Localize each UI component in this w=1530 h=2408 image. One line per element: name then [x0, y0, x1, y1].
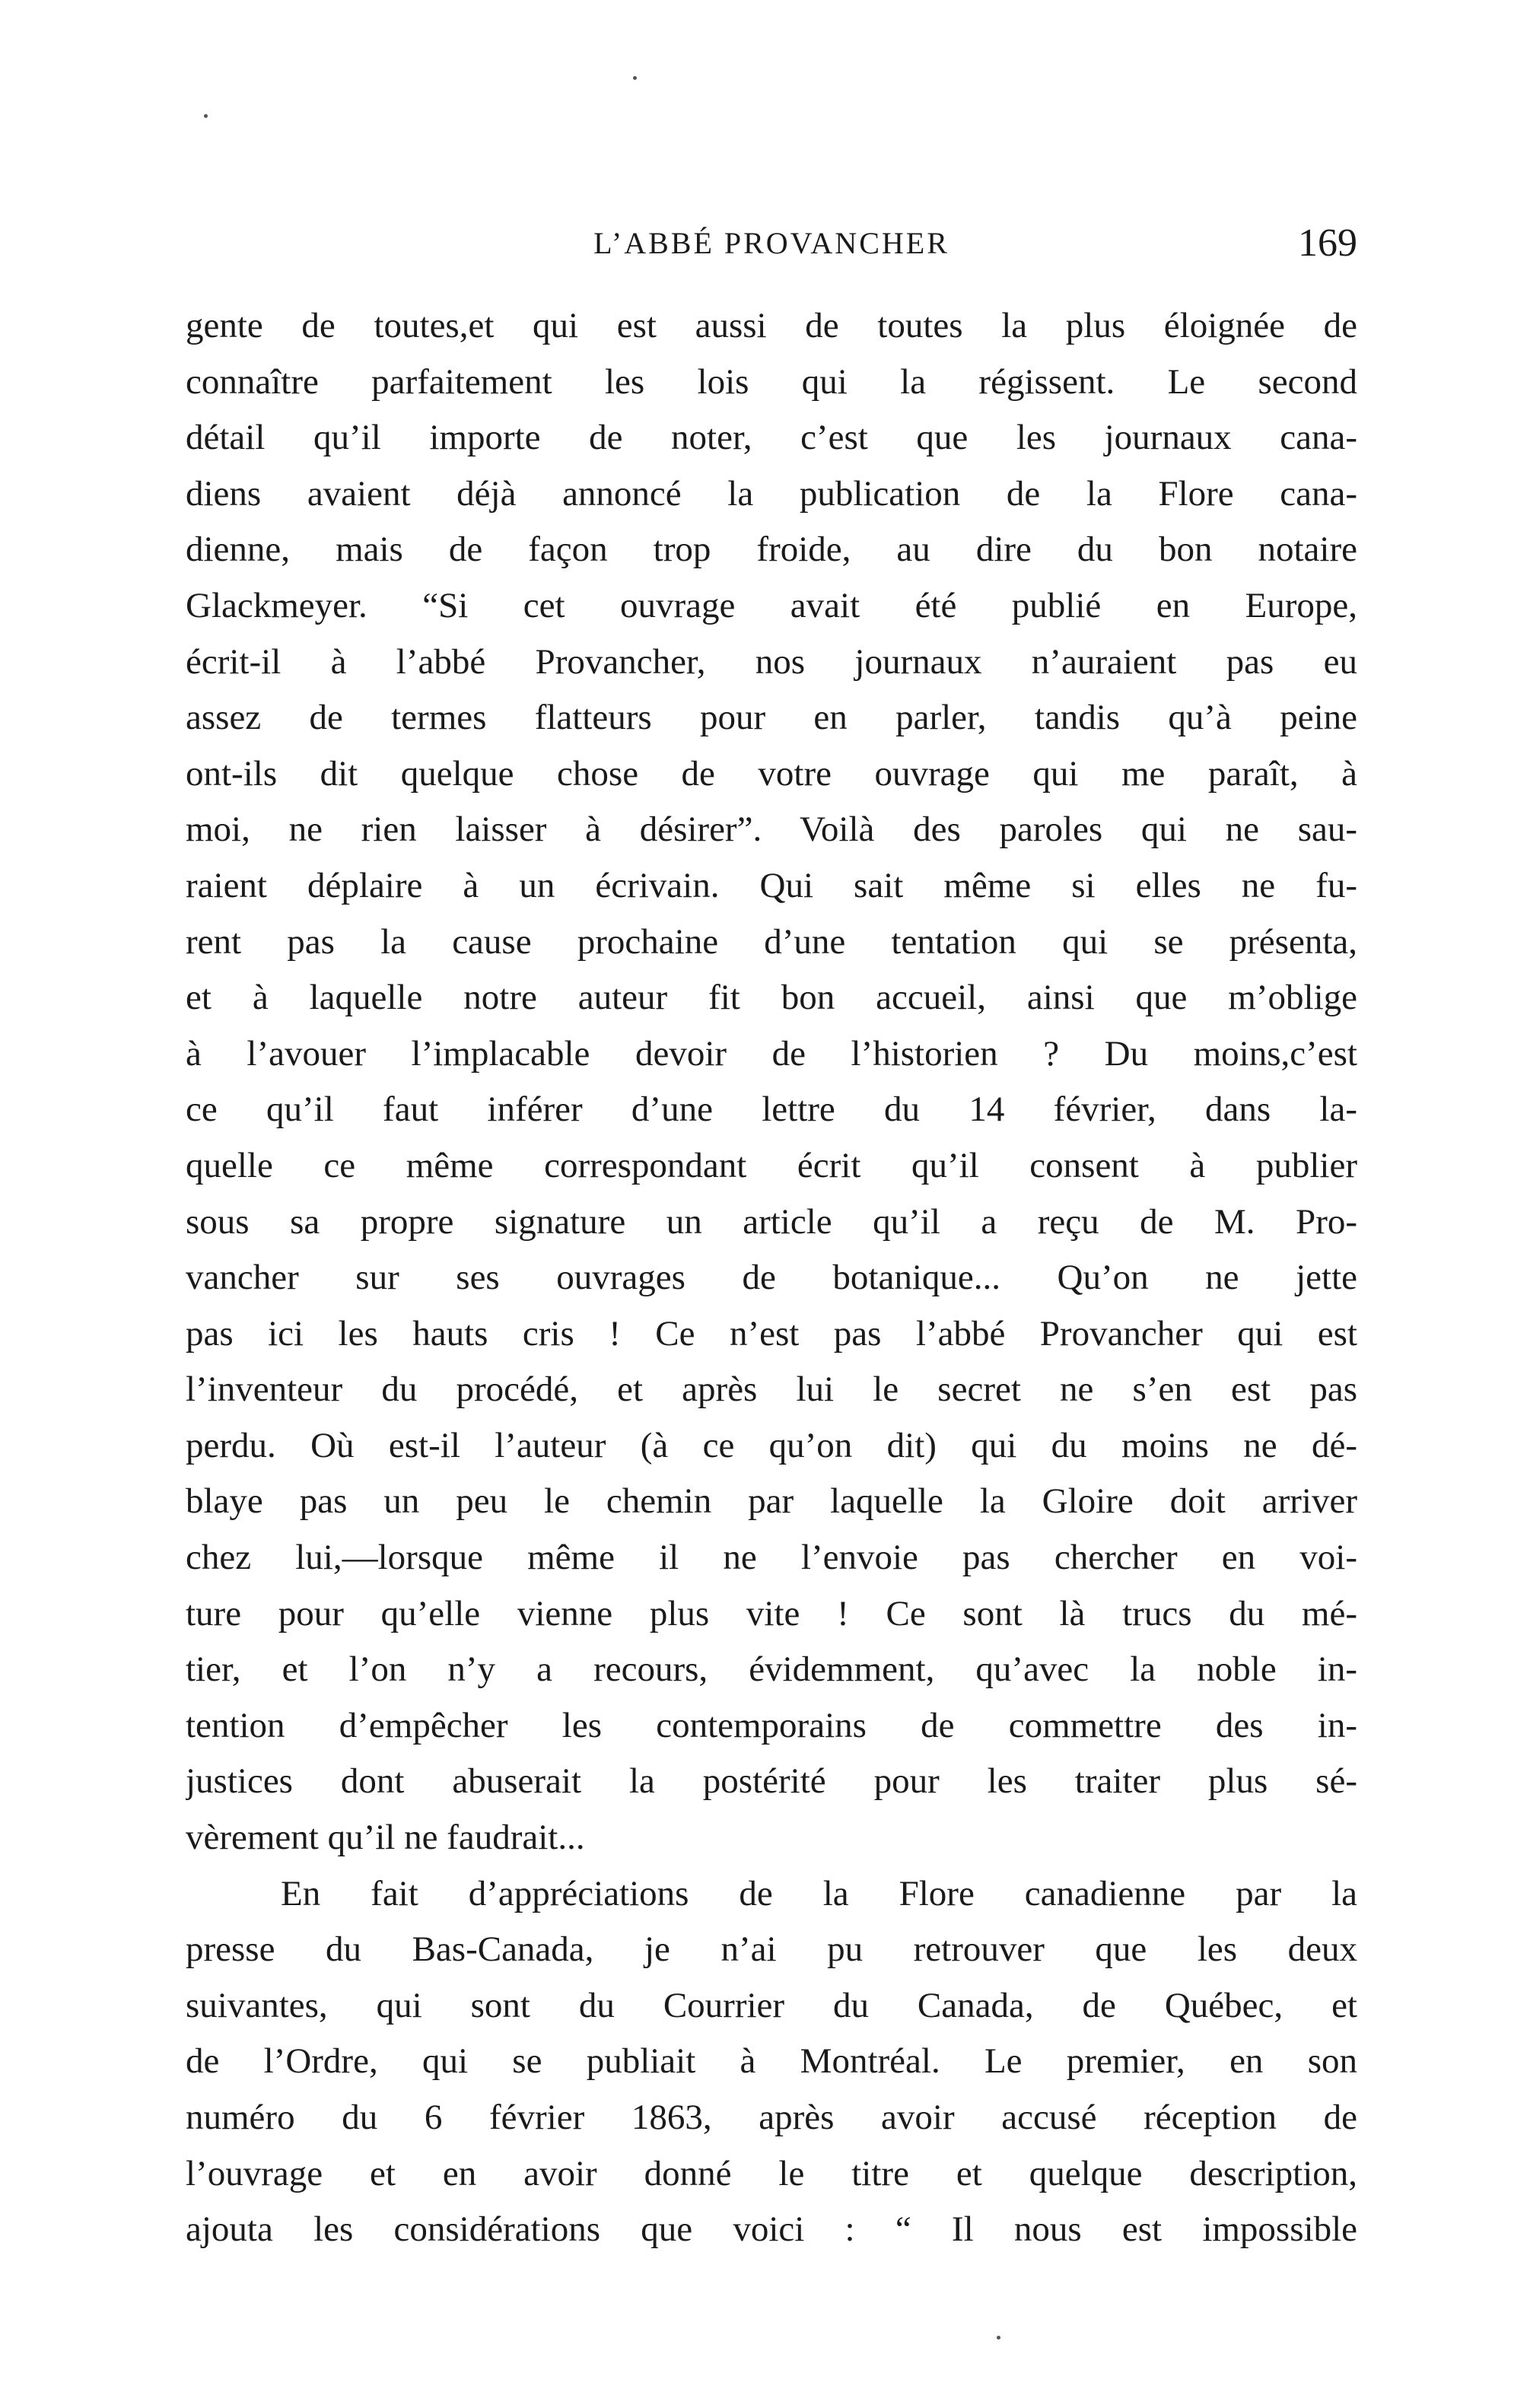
text-line: connaître parfaitement les lois qui la régissent. Le second: [186, 361, 1357, 402]
text-line: justices dont abuserait la postérité pour les traiter plus sé-: [186, 1761, 1357, 1802]
text-line: raient déplaire à un écrivain. Qui sait même si elles ne fu-: [186, 865, 1357, 905]
text-line: vancher sur ses ouvrages de botanique... Qu’on ne jette: [186, 1258, 1357, 1298]
text-line: quelle ce même correspondant écrit qu’il consent à publier: [186, 1145, 1357, 1185]
text-line: presse du Bas-Canada, je n’ai pu retrouver que les deux: [186, 1929, 1357, 1970]
text-line: sous sa propre signature un article qu’il a reçu de M. Pro-: [186, 1201, 1357, 1242]
text-line: l’ouvrage et en avoir donné le titre et quelque description,: [186, 2153, 1357, 2193]
text-line: dienne, mais de façon trop froide, au dire du bon notaire: [186, 530, 1357, 570]
text-line: moi, ne rien laisser à désirer”. Voilà des paroles qui ne sau-: [186, 810, 1357, 850]
text-line: à l’avouer l’implacable devoir de l’historien ? Du moins,c’est: [186, 1033, 1357, 1074]
paragraph-first-line: En fait d’appréciations de la Flore canadienne par la: [281, 1873, 1357, 1913]
text-line: assez de termes flatteurs pour en parler, tandis qu’à peine: [186, 698, 1357, 738]
running-title: L’ABBÉ PROVANCHER: [593, 226, 949, 260]
paper-speck: [204, 114, 208, 118]
text-line: l’inventeur du procédé, et après lui le secret ne s’en est pas: [186, 1369, 1357, 1410]
text-line: détail qu’il importe de noter, c’est que les journaux cana-: [186, 418, 1357, 458]
text-line: gente de toutes,et qui est aussi de toutes la plus éloignée de: [186, 306, 1357, 345]
text-line: tention d’empêcher les contemporains de commettre des in-: [186, 1705, 1357, 1745]
page-header: [186, 221, 1357, 266]
body-text: [186, 298, 1357, 2258]
text-line: écrit-il à l’abbé Provancher, nos journaux n’auraient pas eu: [186, 641, 1357, 682]
text-line: tier, et l’on n’y a recours, évidemment, qu’avec la noble in-: [186, 1649, 1357, 1690]
book-page: [186, 0, 1357, 2408]
text-line: diens avaient déjà annoncé la publication de la Flore cana-: [186, 473, 1357, 514]
text-line: et à laquelle notre auteur fit bon accueil, ainsi que m’oblige: [186, 978, 1357, 1018]
page-number: 169: [1298, 221, 1357, 265]
text-line: ture pour qu’elle vienne plus vite ! Ce sont là trucs du mé-: [186, 1593, 1357, 1633]
text-line: rent pas la cause prochaine d’une tentation qui se présenta,: [186, 921, 1357, 962]
text-line: ce qu’il faut inférer d’une lettre du 14 février, dans la-: [186, 1089, 1357, 1130]
text-line: ont-ils dit quelque chose de votre ouvrage qui me paraît, à: [186, 753, 1357, 794]
text-line: perdu. Où est-il l’auteur (à ce qu’on dit) qui du moins ne dé-: [186, 1425, 1357, 1465]
text-line: suivantes, qui sont du Courrier du Canada, de Québec, et: [186, 1985, 1357, 2025]
text-line: pas ici les hauts cris ! Ce n’est pas l’abbé Provancher qui est: [186, 1313, 1357, 1354]
text-line: chez lui,—lorsque même il ne l’envoie pas chercher en voi-: [186, 1538, 1357, 1578]
text-line: blaye pas un peu le chemin par laquelle la Gloire doit arriver: [186, 1481, 1357, 1522]
text-line: numéro du 6 février 1863, après avoir accusé réception de: [186, 2098, 1357, 2137]
paper-speck: [633, 76, 637, 80]
text-line: vèrement qu’il ne faudrait...: [186, 1818, 585, 1858]
text-line: Glackmeyer. “Si cet ouvrage avait été publié en Europe,: [186, 585, 1357, 625]
paper-speck: [997, 2336, 1000, 2340]
text-line: de l’Ordre, qui se publiait à Montréal. Le premier, en son: [186, 2041, 1357, 2082]
text-line: ajouta les considérations que voici : “ Il nous est impossible: [186, 2209, 1357, 2250]
